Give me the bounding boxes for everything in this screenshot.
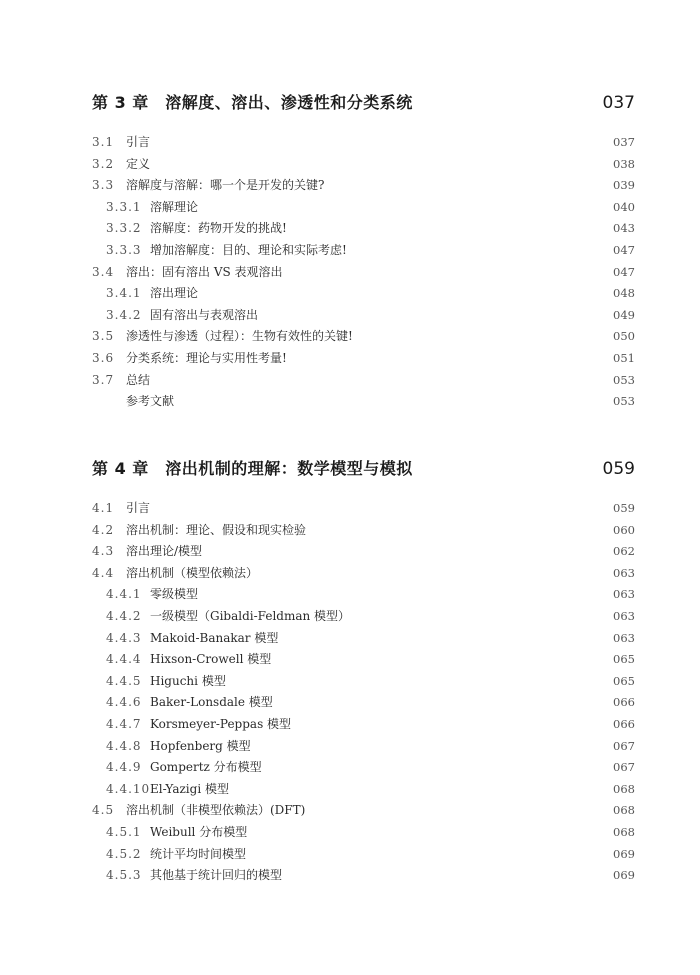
toc-entry-heading — [92, 154, 150, 176]
toc-entry-heading — [92, 305, 258, 327]
section-page-number: 065 — [613, 652, 635, 667]
chapter-title[interactable]: 第 4 章 溶出机制的理解：数学模型与模拟 — [92, 459, 413, 478]
section-page-number: 068 — [613, 781, 635, 796]
chapter-title[interactable]: 第 3 章 溶解度、溶出、渗透性和分类系统 — [92, 93, 413, 112]
toc-entry[interactable] — [92, 563, 635, 585]
section-title: 引言 — [126, 135, 151, 149]
toc-entry[interactable] — [92, 800, 635, 822]
section-page-number: 063 — [613, 630, 635, 645]
section-title: Gompertz 分布模型 — [150, 760, 262, 775]
section-title: 总结 — [126, 372, 151, 387]
section-title: 溶解度与溶解：哪一个是开发的关键? — [126, 178, 325, 193]
section-title: 零级模型 — [150, 587, 199, 602]
section-title: Weibull 分布模型 — [150, 824, 248, 839]
toc-entry-heading — [92, 671, 226, 693]
section-number: 3.2 — [92, 156, 115, 171]
section-title: 一级模型（Gibaldi-Feldman 模型） — [150, 608, 351, 623]
toc-entry[interactable] — [92, 132, 635, 154]
section-number: 4.4.3 — [106, 630, 142, 645]
chapter-section — [92, 456, 635, 887]
section-title: 溶出机制（模型依赖法） — [126, 565, 259, 580]
toc-entry[interactable] — [92, 606, 635, 628]
toc-entry[interactable] — [92, 844, 635, 866]
toc-entry[interactable] — [92, 197, 635, 219]
section-title: 溶出机制（非模型依赖法）(DFT) — [126, 803, 306, 818]
toc-entry-heading — [92, 584, 198, 606]
section-number: 4.5.1 — [106, 824, 142, 839]
section-page-number: 066 — [613, 695, 635, 710]
section-page-number: 067 — [613, 760, 635, 775]
section-page-number: 068 — [613, 824, 635, 839]
section-title: 溶出理论/模型 — [126, 544, 203, 559]
toc-entry-heading — [92, 132, 150, 154]
section-number: 4.5 — [92, 803, 115, 818]
toc-entry[interactable] — [92, 671, 635, 693]
toc-entry-heading — [92, 370, 150, 392]
section-page-number: 067 — [613, 738, 635, 753]
section-number: 4.4 — [92, 565, 115, 580]
section-title: Korsmeyer-Peppas 模型 — [150, 716, 292, 731]
section-title: 溶出：固有溶出 VS 表观溶出 — [126, 264, 283, 279]
toc-entry-heading — [92, 779, 229, 801]
section-page-number: 066 — [613, 716, 635, 731]
section-number: 3.6 — [92, 350, 115, 365]
section-page-number: 063 — [613, 565, 635, 580]
section-title: 其他基于统计回归的模型 — [150, 868, 283, 883]
toc-entry-heading — [92, 175, 324, 197]
section-number: 4.2 — [92, 522, 115, 537]
toc-entry-heading — [92, 541, 202, 563]
toc-entry[interactable] — [92, 649, 635, 671]
chapter-heading — [92, 90, 635, 118]
section-title: 参考文献 — [126, 394, 175, 409]
section-number: 3.4.2 — [106, 307, 142, 322]
toc-entry[interactable] — [92, 154, 635, 176]
toc-entry[interactable] — [92, 714, 635, 736]
toc-entry[interactable] — [92, 370, 635, 392]
section-title: 固有溶出与表观溶出 — [150, 307, 259, 322]
section-number: 3.3.2 — [106, 221, 142, 236]
section-title: Hopfenberg 模型 — [150, 738, 251, 753]
toc-entry-heading — [92, 822, 247, 844]
toc-entry-heading — [92, 326, 353, 348]
section-title: 溶出机制：理论、假设和现实检验 — [126, 522, 307, 537]
toc-entry-heading — [92, 800, 305, 822]
section-title: Hixson-Crowell 模型 — [150, 652, 272, 667]
toc-entry-heading — [92, 391, 174, 413]
section-number: 3.4 — [92, 264, 115, 279]
section-number: 3.3 — [92, 178, 115, 193]
chapter-page-number: 037 — [602, 93, 635, 113]
section-title: 溶出理论 — [150, 286, 199, 301]
section-number: 4.4.9 — [106, 760, 142, 775]
section-page-number: 062 — [613, 544, 635, 559]
section-title: 溶解度：药物开发的挑战! — [150, 221, 287, 236]
section-title: Makoid-Banakar 模型 — [150, 630, 279, 645]
section-page-number: 053 — [613, 372, 635, 387]
toc-entry[interactable] — [92, 175, 635, 197]
section-number: 4.4.1 — [106, 587, 142, 602]
toc-entry[interactable] — [92, 218, 635, 240]
section-number: 4.4.2 — [106, 608, 142, 623]
toc-entry-heading — [92, 218, 287, 240]
section-page-number: 039 — [613, 178, 635, 193]
section-title: Higuchi 模型 — [150, 673, 226, 688]
toc-entry[interactable] — [92, 584, 635, 606]
toc-entry[interactable] — [92, 391, 635, 413]
section-page-number: 068 — [613, 803, 635, 818]
section-page-number: 037 — [613, 135, 635, 149]
toc-entry-heading — [92, 563, 258, 585]
toc-entry[interactable] — [92, 692, 635, 714]
toc-entry[interactable] — [92, 736, 635, 758]
toc-entry[interactable] — [92, 262, 635, 284]
section-number: 4.5.3 — [106, 868, 142, 883]
toc-entry-heading — [92, 757, 262, 779]
toc-entry[interactable] — [92, 326, 635, 348]
toc-entry-heading — [92, 498, 150, 520]
section-title: 定义 — [126, 156, 151, 171]
chapter-section — [92, 90, 635, 413]
toc-entry-heading — [92, 262, 283, 284]
section-title: 引言 — [126, 501, 151, 515]
toc-entry[interactable] — [92, 283, 635, 305]
toc-entry-heading — [92, 283, 198, 305]
toc-entry-heading — [92, 240, 347, 262]
section-number: 4.5.2 — [106, 846, 142, 861]
chapter-page-number: 059 — [602, 459, 635, 479]
section-number: 4.4.5 — [106, 673, 142, 688]
toc-entry[interactable] — [92, 305, 635, 327]
section-page-number: 065 — [613, 673, 635, 688]
section-title: 渗透性与渗透（过程）：生物有效性的关键! — [126, 329, 353, 344]
section-number: 4.4.10 — [106, 781, 151, 796]
section-number: 3.3.3 — [106, 242, 142, 257]
section-title: 增加溶解度：目的、理论和实际考虑! — [150, 242, 347, 257]
section-title: 溶解理论 — [150, 199, 199, 214]
section-number: 4.4.4 — [106, 652, 142, 667]
section-title: Baker-Lonsdale 模型 — [150, 695, 273, 710]
toc-entry[interactable] — [92, 628, 635, 650]
toc-entry[interactable] — [92, 541, 635, 563]
toc-entry-heading — [92, 692, 273, 714]
section-page-number: 047 — [613, 242, 635, 257]
toc-entry[interactable] — [92, 757, 635, 779]
section-number: 4.3 — [92, 544, 115, 559]
toc-entry-heading — [92, 628, 278, 650]
toc-entry-heading — [92, 844, 246, 866]
toc-entry-heading — [92, 736, 251, 758]
toc-entry-heading — [92, 865, 282, 887]
section-page-number: 069 — [613, 846, 635, 861]
toc-entry-list — [92, 498, 635, 887]
toc-entry[interactable] — [92, 240, 635, 262]
chapter-heading — [92, 456, 635, 484]
section-page-number: 053 — [613, 394, 635, 409]
section-title: 分类系统：理论与实用性考量! — [126, 350, 287, 365]
section-number: 4.1 — [92, 501, 115, 515]
toc-entry-heading — [92, 520, 306, 542]
section-number: 4.4.6 — [106, 695, 142, 710]
toc-entry[interactable] — [92, 865, 635, 887]
section-page-number: 063 — [613, 587, 635, 602]
toc-entry-heading — [92, 197, 198, 219]
section-number: 3.4.1 — [106, 286, 142, 301]
toc-entry[interactable] — [92, 498, 635, 520]
toc-entry-heading — [92, 348, 287, 370]
toc-entry-heading — [92, 714, 291, 736]
section-number: 3.5 — [92, 329, 115, 344]
toc-entry-heading — [92, 606, 350, 628]
section-title: 统计平均时间模型 — [150, 846, 247, 861]
section-number: 4.4.7 — [106, 716, 142, 731]
section-number: 3.3.1 — [106, 199, 142, 214]
section-page-number: 050 — [613, 329, 635, 344]
toc-entry-list — [92, 132, 635, 413]
section-page-number: 040 — [613, 199, 635, 214]
section-number: 3.7 — [92, 372, 115, 387]
section-page-number: 047 — [613, 264, 635, 279]
toc-entry-heading — [92, 649, 271, 671]
toc-entry[interactable] — [92, 520, 635, 542]
section-number: 3.1 — [92, 135, 115, 149]
section-page-number: 063 — [613, 608, 635, 623]
section-page-number: 043 — [613, 221, 635, 236]
toc-entry[interactable] — [92, 822, 635, 844]
section-page-number: 060 — [613, 522, 635, 537]
section-page-number: 048 — [613, 286, 635, 301]
toc-entry[interactable] — [92, 779, 635, 801]
section-page-number: 049 — [613, 307, 635, 322]
section-number: 4.4.8 — [106, 738, 142, 753]
section-page-number: 059 — [613, 501, 635, 515]
section-page-number: 069 — [613, 868, 635, 883]
section-page-number: 038 — [613, 156, 635, 171]
toc-entry[interactable] — [92, 348, 635, 370]
section-page-number: 051 — [613, 350, 635, 365]
section-title: El-Yazigi 模型 — [150, 781, 229, 796]
